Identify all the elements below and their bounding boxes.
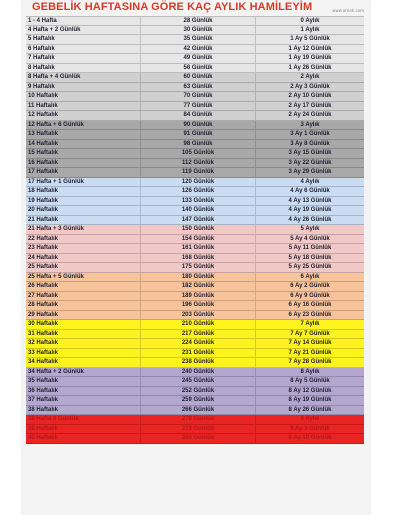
table-row xyxy=(26,339,364,349)
days-cell: 273 Günlük xyxy=(141,425,256,434)
days-cell: 90 Günlük xyxy=(141,121,256,130)
table-row xyxy=(26,282,364,292)
week-cell: 38 Hafta 6 Günlük xyxy=(26,415,141,424)
table-row xyxy=(26,73,364,83)
table-row xyxy=(26,197,364,207)
table-row xyxy=(26,64,364,74)
week-cell: 35 Haftalık xyxy=(26,377,141,386)
days-cell: 161 Günlük xyxy=(141,244,256,253)
months-cell: 1 Ay 19 Günlük xyxy=(288,55,332,61)
table-row xyxy=(26,216,364,226)
months-cell: 5 Ay 25 Günlük xyxy=(288,264,332,270)
table-row xyxy=(26,26,364,36)
months-cell: 1 Ay 12 Günlük xyxy=(288,45,332,52)
week-cell: 12 Hafta + 6 Günlük xyxy=(26,121,141,130)
week-cell: 1 - 4 Hafta xyxy=(26,17,141,25)
table-row xyxy=(26,168,364,178)
table-row xyxy=(26,83,364,93)
week-cell: 29 Haftalık xyxy=(26,311,141,320)
days-cell: 140 Günlük xyxy=(141,206,256,215)
week-cell: 34 Hafta + 2 Günlük xyxy=(26,368,141,377)
months-cell: 7 Aylık xyxy=(300,321,320,327)
table-row xyxy=(26,159,364,169)
week-cell: 6 Haftalık xyxy=(26,45,141,54)
months-cell: 5 Ay 4 Günlük xyxy=(290,235,330,242)
week-cell: 21 Haftalık xyxy=(26,216,141,225)
table-row xyxy=(26,434,364,444)
months-cell: 2 Ay 3 Günlük xyxy=(290,83,330,90)
months-cell: 8 Ay 19 Günlük xyxy=(288,397,332,403)
months-cell: 3 Ay 8 Günlük xyxy=(290,140,330,147)
months-cell: 9 Ay 3 Günlük xyxy=(290,425,330,432)
table-row xyxy=(26,387,364,397)
table-row xyxy=(26,178,364,188)
table-row xyxy=(26,244,364,254)
days-cell: 203 Günlük xyxy=(141,311,256,320)
days-cell: 259 Günlük xyxy=(141,396,256,405)
table-row xyxy=(26,406,364,416)
days-cell: 28 Günlük xyxy=(141,17,256,25)
months-cell: 3 Aylık xyxy=(300,121,320,128)
days-cell: 77 Günlük xyxy=(141,102,256,111)
pregnancy-week-table xyxy=(26,16,364,444)
days-cell: 147 Günlük xyxy=(141,216,256,225)
days-cell: 120 Günlük xyxy=(141,178,256,187)
months-cell: 1 Aylık xyxy=(300,26,320,33)
table-row xyxy=(26,235,364,245)
months-cell: 1 Ay 5 Günlük xyxy=(290,36,330,42)
week-cell: 14 Haftalık xyxy=(26,140,141,149)
days-cell: 266 Günlük xyxy=(141,406,256,415)
table-row xyxy=(26,35,364,45)
months-cell: 2 Ay 24 Günlük xyxy=(288,112,332,118)
week-cell: 10 Haftalık xyxy=(26,92,141,101)
week-cell: 25 Hafta + 5 Günlük xyxy=(26,273,141,282)
week-cell: 27 Haftalık xyxy=(26,292,141,301)
table-row xyxy=(26,16,364,26)
days-cell: 49 Günlük xyxy=(141,54,256,63)
table-row xyxy=(26,311,364,321)
week-cell: 8 Hafta + 4 Günlük xyxy=(26,73,141,82)
week-cell: 18 Haftalık xyxy=(26,187,141,196)
months-cell: 7 Ay 28 Günlük xyxy=(288,359,332,365)
week-cell: 37 Haftalık xyxy=(26,396,141,405)
table-row xyxy=(26,292,364,302)
months-cell: 8 Ay 5 Günlük xyxy=(290,378,330,384)
days-cell: 240 Günlük xyxy=(141,368,256,377)
days-cell: 133 Günlük xyxy=(141,197,256,206)
watermark-text: www.ornek.com xyxy=(332,8,364,13)
days-cell: 60 Günlük xyxy=(141,73,256,82)
months-cell: 3 Ay 22 Günlük xyxy=(288,159,332,166)
days-cell: 180 Günlük xyxy=(141,273,256,282)
months-cell: 4 Ay 13 Günlük xyxy=(288,197,332,204)
week-cell: 16 Haftalık xyxy=(26,159,141,168)
days-cell: 231 Günlük xyxy=(141,349,256,358)
table-row xyxy=(26,92,364,102)
months-cell: 4 Ay 6 Günlük xyxy=(290,188,330,194)
table-row xyxy=(26,225,364,235)
week-cell: 28 Haftalık xyxy=(26,301,141,310)
days-cell: 56 Günlük xyxy=(141,64,256,73)
days-cell: 30 Günlük xyxy=(141,26,256,35)
months-cell: 6 Aylık xyxy=(300,273,320,280)
months-cell: 5 Ay 11 Günlük xyxy=(288,245,332,251)
chart-photo xyxy=(22,0,370,515)
week-cell: 4 Hafta + 2 Günlük xyxy=(26,26,141,35)
months-cell: 7 Ay 7 Günlük xyxy=(290,330,330,337)
months-cell: 2 Ay 10 Günlük xyxy=(288,93,332,99)
days-cell: 196 Günlük xyxy=(141,301,256,310)
months-cell: 9 Ay 10 Günlük xyxy=(288,435,332,441)
days-cell: 126 Günlük xyxy=(141,187,256,196)
week-cell: 30 Haftalık xyxy=(26,320,141,329)
days-cell: 98 Günlük xyxy=(141,140,256,149)
days-cell: 182 Günlük xyxy=(141,282,256,291)
week-cell: 5 Haftalık xyxy=(26,35,141,44)
days-cell: 42 Günlük xyxy=(141,45,256,54)
days-cell: 245 Günlük xyxy=(141,377,256,386)
months-cell: 6 Ay 9 Günlük xyxy=(290,292,330,299)
months-cell: 7 Ay 21 Günlük xyxy=(288,349,332,356)
table-row xyxy=(26,121,364,131)
week-cell: 38 Haftalık xyxy=(26,406,141,415)
days-cell: 217 Günlük xyxy=(141,330,256,339)
days-cell: 105 Günlük xyxy=(141,149,256,158)
table-row xyxy=(26,111,364,121)
week-cell: 40 Haftalık xyxy=(26,434,141,443)
week-cell: 8 Haftalık xyxy=(26,64,141,73)
months-cell: 4 Aylık xyxy=(300,178,320,185)
week-cell: 26 Haftalık xyxy=(26,282,141,291)
week-cell: 17 Hafta + 1 Günlük xyxy=(26,178,141,187)
week-cell: 13 Haftalık xyxy=(26,130,141,139)
days-cell: 280 Günlük xyxy=(141,434,256,443)
months-cell: 8 Aylık xyxy=(300,368,320,375)
months-cell: 9 Aylık xyxy=(300,416,320,422)
days-cell: 210 Günlük xyxy=(141,320,256,329)
days-cell: 238 Günlük xyxy=(141,358,256,367)
months-cell: 7 Ay 14 Günlük xyxy=(288,340,332,346)
week-cell: 33 Haftalık xyxy=(26,349,141,358)
week-cell: 23 Haftalık xyxy=(26,244,141,253)
table-row xyxy=(26,358,364,368)
week-cell: 9 Haftalık xyxy=(26,83,141,92)
week-cell: 25 Haftalık xyxy=(26,263,141,272)
table-row xyxy=(26,206,364,216)
months-cell: 0 Aylık xyxy=(300,18,320,24)
months-cell: 2 Aylık xyxy=(300,74,320,80)
days-cell: 189 Günlük xyxy=(141,292,256,301)
months-cell: 8 Ay 12 Günlük xyxy=(288,387,332,394)
week-cell: 17 Haftalık xyxy=(26,168,141,177)
months-cell: 2 Ay 17 Günlük xyxy=(288,102,332,109)
table-row xyxy=(26,396,364,406)
table-row xyxy=(26,102,364,112)
days-cell: 168 Günlük xyxy=(141,254,256,263)
table-row xyxy=(26,425,364,435)
week-cell: 22 Haftalık xyxy=(26,235,141,244)
months-cell: 5 Ay 18 Günlük xyxy=(288,254,332,261)
week-cell: 32 Haftalık xyxy=(26,339,141,348)
week-cell: 24 Haftalık xyxy=(26,254,141,263)
days-cell: 150 Günlük xyxy=(141,225,256,234)
week-cell: 15 Haftalık xyxy=(26,149,141,158)
week-cell: 7 Haftalık xyxy=(26,54,141,63)
days-cell: 84 Günlük xyxy=(141,111,256,120)
table-row xyxy=(26,130,364,140)
table-row xyxy=(26,187,364,197)
table-row xyxy=(26,320,364,330)
days-cell: 119 Günlük xyxy=(141,168,256,177)
days-cell: 63 Günlük xyxy=(141,83,256,92)
days-cell: 91 Günlük xyxy=(141,130,256,139)
months-cell: 4 Ay 26 Günlük xyxy=(288,216,332,223)
week-cell: 19 Haftalık xyxy=(26,197,141,206)
table-row xyxy=(26,377,364,387)
days-cell: 35 Günlük xyxy=(141,35,256,44)
table-row xyxy=(26,415,364,425)
week-cell: 11 Haftalık xyxy=(26,102,141,111)
months-cell: 3 Ay 29 Günlük xyxy=(288,169,332,175)
days-cell: 70 Günlük xyxy=(141,92,256,101)
table-row xyxy=(26,301,364,311)
months-cell: 4 Ay 19 Günlük xyxy=(288,207,332,213)
week-cell: 31 Haftalık xyxy=(26,330,141,339)
table-row xyxy=(26,140,364,150)
week-cell: 34 Haftalık xyxy=(26,358,141,367)
table-row xyxy=(26,54,364,64)
table-row xyxy=(26,263,364,273)
months-cell: 8 Ay 26 Günlük xyxy=(288,406,332,413)
months-cell: 3 Ay 15 Günlük xyxy=(288,150,332,156)
week-cell: 39 Haftalık xyxy=(26,425,141,434)
months-cell: 6 Ay 23 Günlük xyxy=(288,311,332,318)
table-row xyxy=(26,254,364,264)
table-row xyxy=(26,330,364,340)
days-cell: 224 Günlük xyxy=(141,339,256,348)
days-cell: 252 Günlük xyxy=(141,387,256,396)
table-row xyxy=(26,273,364,283)
months-cell: 6 Ay 2 Günlük xyxy=(290,283,330,289)
table-row xyxy=(26,349,364,359)
months-cell: 5 Aylık xyxy=(300,226,320,232)
table-row xyxy=(26,45,364,55)
table-row xyxy=(26,368,364,378)
page-title: GEBELİK HAFTASINA GÖRE KAÇ AYLIK HAMİLEYİM xyxy=(32,1,313,13)
months-cell: 3 Ay 1 Günlük xyxy=(290,131,330,137)
months-cell: 1 Ay 26 Günlük xyxy=(288,64,332,71)
week-cell: 36 Haftalık xyxy=(26,387,141,396)
days-cell: 112 Günlük xyxy=(141,159,256,168)
week-cell: 21 Hafta + 3 Günlük xyxy=(26,225,141,234)
months-cell: 6 Ay 16 Günlük xyxy=(288,302,332,308)
days-cell: 270 Günlük xyxy=(141,415,256,424)
week-cell: 20 Haftalık xyxy=(26,206,141,215)
days-cell: 175 Günlük xyxy=(141,263,256,272)
week-cell: 12 Haftalık xyxy=(26,111,141,120)
table-row xyxy=(26,149,364,159)
days-cell: 154 Günlük xyxy=(141,235,256,244)
